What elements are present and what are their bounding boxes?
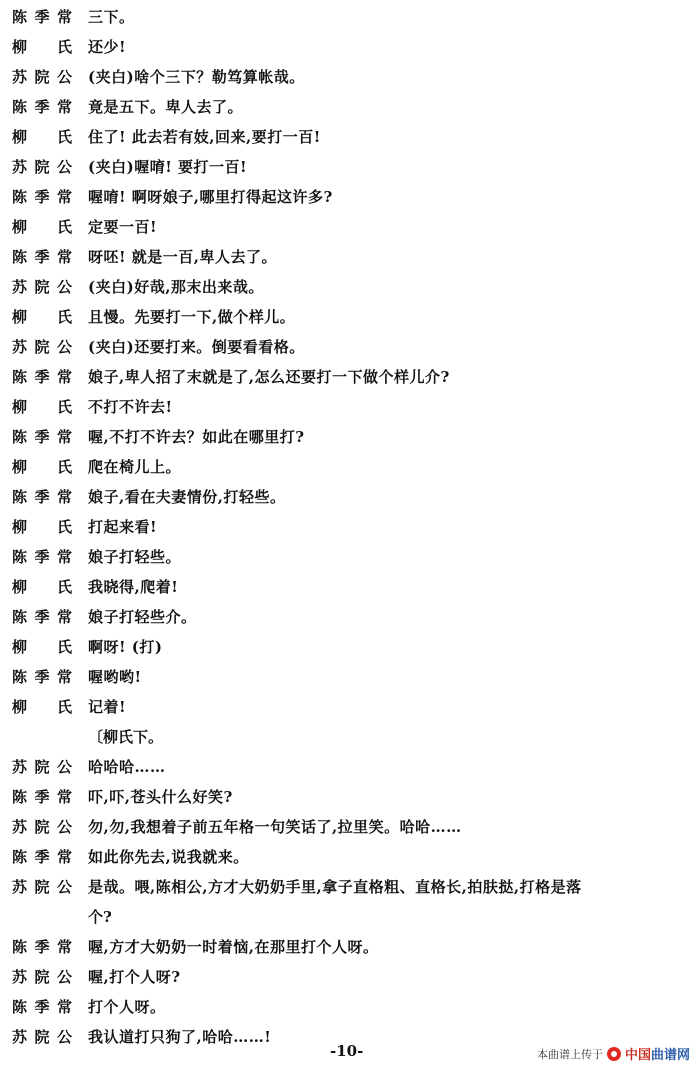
speech-text: 竟是五下。卑人去了。 — [88, 98, 244, 116]
speaker-name: 陈季常 — [12, 668, 72, 686]
speech-text: 如此你先去,说我就来。 — [88, 848, 249, 866]
dialogue-line — [0, 872, 700, 902]
speech-text: 喔哟哟! — [88, 668, 142, 686]
speaker-name: 陈季常 — [12, 488, 72, 506]
site-logo-icon — [607, 1047, 621, 1061]
dialogue-line — [0, 902, 700, 932]
speech-text: 住了! 此去若有妓,回来,要打一百! — [88, 128, 321, 146]
speech-text: 我晓得,爬着! — [88, 578, 179, 596]
dialogue-line — [0, 632, 700, 662]
speech-text: 定要一百! — [88, 218, 158, 236]
dialogue-line — [0, 332, 700, 362]
dialogue-line — [0, 662, 700, 692]
dialogue-line — [0, 362, 700, 392]
page-footer — [0, 1038, 700, 1066]
speech-text: (夹白)还要打来。倒要看看格。 — [88, 338, 305, 356]
dialogue-line — [0, 32, 700, 62]
speech-text: 是哉。喂,陈相公,方才大奶奶手里,拿子直格粗、直格长,拍肤挞,打格是落 — [88, 878, 582, 896]
dialogue-line — [0, 482, 700, 512]
speech-text: 不打不许去! — [88, 398, 173, 416]
speaker-name: 苏院公 — [12, 878, 72, 896]
speaker-name: 苏院公 — [12, 1028, 72, 1046]
speaker-name: 苏院公 — [12, 818, 72, 836]
speech-text: 三下。 — [88, 8, 135, 26]
speaker-name: 陈季常 — [12, 368, 72, 386]
dialogue-script — [0, 2, 700, 1052]
speaker-name: 陈季常 — [12, 848, 72, 866]
dialogue-line — [0, 452, 700, 482]
speaker-name: 陈季常 — [12, 608, 72, 626]
speech-text: 打起来看! — [88, 518, 158, 536]
speech-text: 我认道打只狗了,哈哈……! — [88, 1028, 272, 1046]
dialogue-line — [0, 152, 700, 182]
dialogue-line — [0, 422, 700, 452]
speaker-name: 苏院公 — [12, 968, 72, 986]
speech-text: (夹白)喔唷! 要打一百! — [88, 158, 248, 176]
speech-text: 哈哈哈…… — [88, 758, 166, 776]
speech-text: 爬在椅儿上。 — [88, 458, 182, 476]
speech-text: 娘子,看在夫妻情份,打轻些。 — [88, 488, 286, 506]
speaker-name: 柳氏 — [12, 38, 72, 56]
speaker-name: 陈季常 — [12, 788, 72, 806]
dialogue-line — [0, 962, 700, 992]
speaker-name: 苏院公 — [12, 158, 72, 176]
speaker-name: 柳氏 — [12, 398, 72, 416]
watermark-note: 本曲谱上传于 — [536, 1047, 603, 1061]
speaker-name: 柳氏 — [12, 698, 72, 716]
speech-text: 喔,打个人呀? — [88, 968, 181, 986]
dialogue-line — [0, 182, 700, 212]
speaker-name: 陈季常 — [12, 428, 72, 446]
dialogue-line — [0, 392, 700, 422]
dialogue-line — [0, 542, 700, 572]
dialogue-line — [0, 212, 700, 242]
speaker-name: 苏院公 — [12, 758, 72, 776]
dialogue-line — [0, 2, 700, 32]
speech-text: 喔,方才大奶奶一时着恼,在那里打个人呀。 — [88, 938, 379, 956]
dialogue-line — [0, 812, 700, 842]
speaker-name: 柳氏 — [12, 638, 72, 656]
speaker-name: 陈季常 — [12, 188, 72, 206]
watermark-site-b: 曲谱网 — [650, 1048, 690, 1063]
dialogue-line — [0, 782, 700, 812]
speech-text: 啊呀! (打) — [88, 638, 163, 656]
watermark-site — [625, 1044, 690, 1063]
stage-direction: 个? — [88, 908, 112, 926]
dialogue-line — [0, 242, 700, 272]
watermark-site-a: 中国 — [624, 1048, 651, 1063]
dialogue-line — [0, 302, 700, 332]
site-watermark — [537, 1044, 690, 1063]
speech-text: 娘子打轻些介。 — [88, 608, 197, 626]
dialogue-line — [0, 512, 700, 542]
page-number: -10- — [330, 1042, 364, 1060]
speech-text: 吓,吓,苍头什么好笑? — [88, 788, 233, 806]
speech-text: 记着! — [88, 698, 127, 716]
dialogue-line — [0, 572, 700, 602]
dialogue-line — [0, 752, 700, 782]
dialogue-line — [0, 602, 700, 632]
speaker-name: 陈季常 — [12, 248, 72, 266]
dialogue-line — [0, 272, 700, 302]
dialogue-line — [0, 62, 700, 92]
speaker-name: 柳氏 — [12, 518, 72, 536]
dialogue-line — [0, 842, 700, 872]
speaker-name: 陈季常 — [12, 938, 72, 956]
speech-text: 且慢。先要打一下,做个样儿。 — [88, 308, 296, 326]
speech-text: 娘子打轻些。 — [88, 548, 182, 566]
speaker-name: 陈季常 — [12, 98, 72, 116]
speech-text: (夹白)啥个三下？勒笃算帐哉。 — [88, 68, 305, 86]
speech-text: 娘子,卑人招了末就是了,怎么还要打一下做个样儿介? — [88, 368, 450, 386]
speech-text: 喔唷! 啊呀娘子,哪里打得起这许多? — [88, 188, 333, 206]
dialogue-line — [0, 692, 700, 722]
dialogue-line — [0, 122, 700, 152]
speaker-name: 柳氏 — [12, 458, 72, 476]
dialogue-line — [0, 92, 700, 122]
dialogue-line — [0, 932, 700, 962]
speech-text: 还少! — [88, 38, 127, 56]
speaker-name: 柳氏 — [12, 128, 72, 146]
dialogue-line — [0, 722, 700, 752]
speaker-name: 苏院公 — [12, 338, 72, 356]
speaker-name: 陈季常 — [12, 998, 72, 1016]
speaker-name: 柳氏 — [12, 218, 72, 236]
speech-text: (夹白)好哉,那末出来哉。 — [88, 278, 264, 296]
speaker-name: 苏院公 — [12, 68, 72, 86]
speech-text: 打个人呀。 — [88, 998, 166, 1016]
speech-text: 喔,不打不许去？如此在哪里打? — [88, 428, 305, 446]
speaker-name: 陈季常 — [12, 8, 72, 26]
speaker-name: 柳氏 — [12, 308, 72, 326]
speaker-name: 柳氏 — [12, 578, 72, 596]
dialogue-line — [0, 992, 700, 1022]
stage-direction: 〔柳氏下。 — [88, 728, 164, 746]
speech-text: 呀呸! 就是一百,卑人去了。 — [88, 248, 278, 266]
speaker-name: 苏院公 — [12, 278, 72, 296]
speaker-name: 陈季常 — [12, 548, 72, 566]
speech-text: 勿,勿,我想着子前五年格一句笑话了,拉里笑。哈哈…… — [88, 818, 462, 836]
